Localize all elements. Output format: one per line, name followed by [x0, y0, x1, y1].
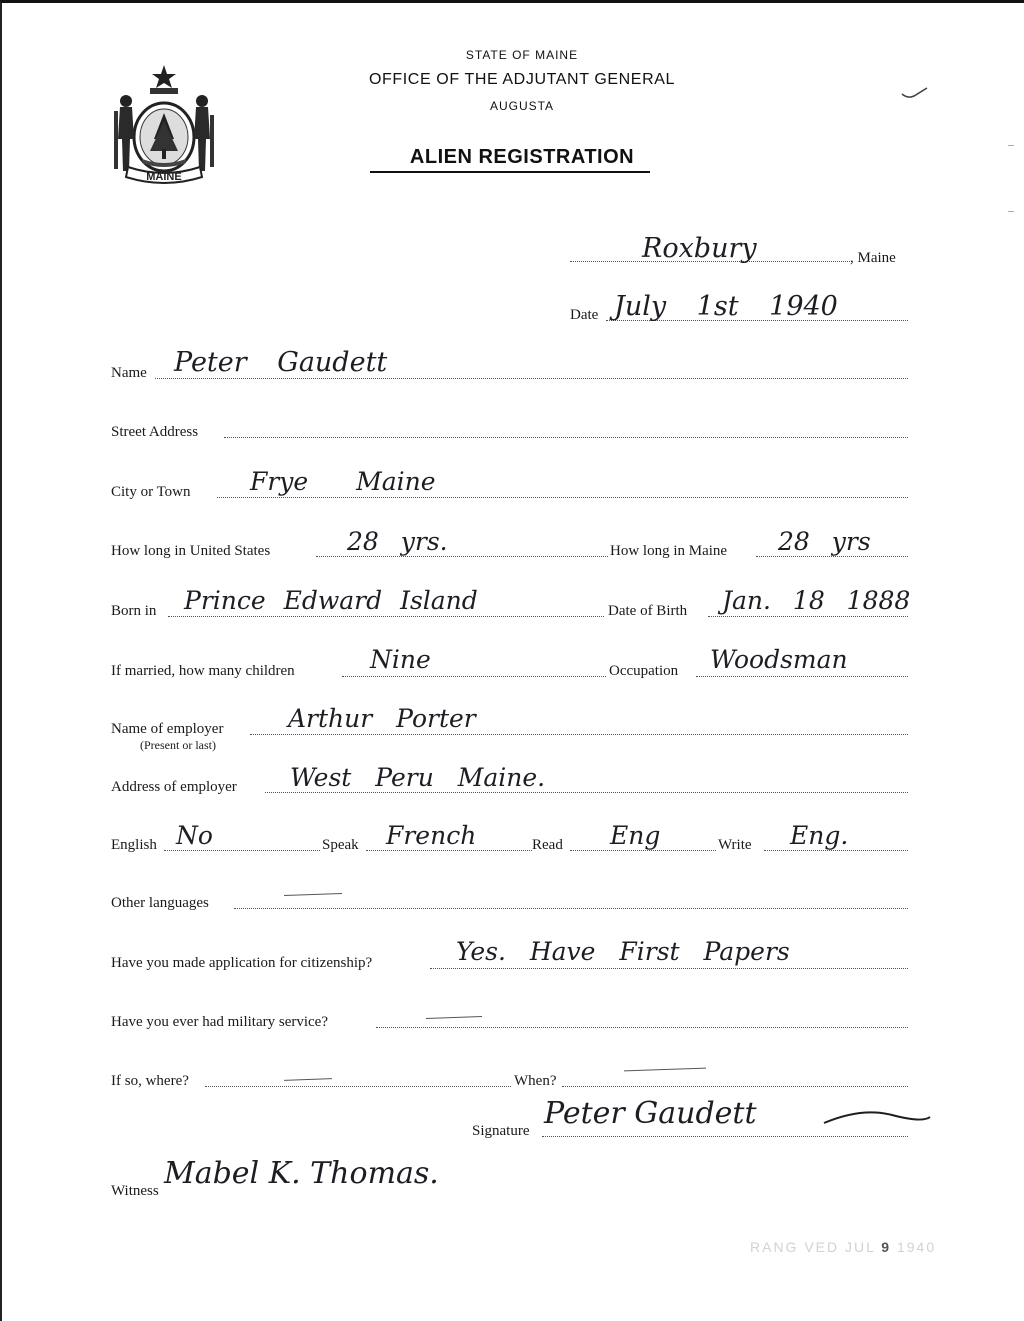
where-label: If so, where?	[111, 1073, 189, 1089]
military-service-label: Have you ever had military service?	[111, 1014, 328, 1030]
born-in-value[interactable]: Prince Edward Island	[184, 586, 478, 615]
write-label: Write	[718, 837, 752, 853]
citizenship-label: Have you made application for citizenship?	[111, 955, 373, 971]
speak-value[interactable]: French	[386, 821, 477, 850]
name-value[interactable]: Peter Gaudett	[174, 347, 388, 378]
occupation-label: Occupation	[609, 663, 679, 679]
other-languages-dash	[284, 893, 342, 896]
edge-mark	[1008, 145, 1014, 146]
read-dotted-line	[570, 850, 716, 851]
received-stamp-text: RANG VED JUL	[750, 1239, 876, 1255]
born-in-label: Born in	[111, 603, 157, 619]
name-label: Name	[111, 365, 147, 381]
how-long-us-label: How long in United States	[111, 543, 271, 559]
received-stamp-year: 1940	[896, 1239, 937, 1255]
date-of-birth-dotted-line	[708, 616, 908, 617]
how-long-maine-label: How long in Maine	[610, 543, 728, 559]
write-value[interactable]: Eng.	[790, 821, 849, 850]
employer-label: Name of employer	[111, 721, 224, 737]
signature-value[interactable]: Peter Gaudett	[544, 1096, 757, 1131]
form-title: ALIEN REGISTRATION	[409, 146, 635, 168]
employer-sublabel: (Present or last)	[140, 738, 216, 752]
date-of-birth-label: Date of Birth	[608, 603, 688, 619]
title-underline	[370, 171, 650, 173]
edge-mark	[1008, 211, 1014, 212]
received-stamp	[750, 1239, 936, 1255]
other-languages-dotted-line	[234, 908, 908, 909]
write-dotted-line	[764, 850, 908, 851]
employer-value[interactable]: Arthur Porter	[288, 704, 476, 733]
military-service-dotted-line	[376, 1027, 908, 1028]
city-label: City or Town	[111, 484, 191, 500]
read-value[interactable]: Eng	[610, 821, 661, 850]
speak-label: Speak	[322, 837, 359, 853]
occupation-dotted-line	[696, 676, 908, 677]
when-label: When?	[514, 1073, 557, 1089]
children-dotted-line	[342, 676, 606, 677]
street-address-dotted-line	[224, 437, 908, 438]
how-long-us-value[interactable]: 28 yrs.	[347, 527, 448, 556]
children-value[interactable]: Nine	[370, 645, 431, 674]
children-label: If married, how many children	[111, 663, 295, 679]
witness-label: Witness	[111, 1183, 159, 1199]
header-city: AUGUSTA	[489, 99, 555, 113]
military-service-dash	[426, 1016, 482, 1019]
check-mark-icon	[900, 85, 930, 106]
occupation-value[interactable]: Woodsman	[710, 645, 848, 674]
date-label: Date	[570, 307, 599, 323]
town-value[interactable]: Roxbury	[642, 233, 757, 264]
english-dotted-line	[164, 850, 320, 851]
date-value[interactable]: July 1st 1940	[614, 291, 838, 322]
witness-value[interactable]: Mabel K. Thomas.	[164, 1156, 439, 1191]
how-long-maine-dotted-line	[756, 556, 908, 557]
employer-address-dotted-line	[265, 792, 908, 793]
citizenship-dotted-line	[430, 968, 908, 969]
signature-flourish-icon	[822, 1103, 932, 1138]
when-dotted-line	[562, 1086, 908, 1087]
signature-label: Signature	[472, 1123, 530, 1139]
when-dash	[624, 1068, 706, 1072]
header-state: STATE OF MAINE	[465, 48, 579, 62]
date-of-birth-value[interactable]: Jan. 18 1888	[722, 586, 911, 615]
speak-dotted-line	[366, 850, 532, 851]
name-dotted-line	[155, 378, 908, 379]
read-label: Read	[532, 837, 563, 853]
how-long-maine-value[interactable]: 28 yrs	[778, 527, 871, 556]
how-long-us-dotted-line	[316, 556, 608, 557]
town-state-suffix: , Maine	[850, 250, 896, 266]
header-office: OFFICE OF THE ADJUTANT GENERAL	[368, 71, 676, 88]
seal-banner-text: MAINE	[146, 171, 182, 183]
street-address-label: Street Address	[111, 424, 199, 440]
where-dotted-line	[205, 1086, 511, 1087]
employer-dotted-line	[250, 734, 908, 735]
citizenship-value[interactable]: Yes. Have First Papers	[456, 937, 790, 966]
english-value[interactable]: No	[176, 821, 213, 850]
employer-address-label: Address of employer	[111, 779, 237, 795]
other-languages-label: Other languages	[111, 895, 209, 911]
received-stamp-day: 9	[881, 1239, 892, 1255]
city-value[interactable]: Frye Maine	[250, 467, 436, 496]
city-dotted-line	[217, 497, 908, 498]
where-dash	[284, 1078, 332, 1081]
english-label: English	[111, 837, 157, 853]
employer-address-value[interactable]: West Peru Maine.	[290, 763, 546, 792]
born-in-dotted-line	[168, 616, 604, 617]
